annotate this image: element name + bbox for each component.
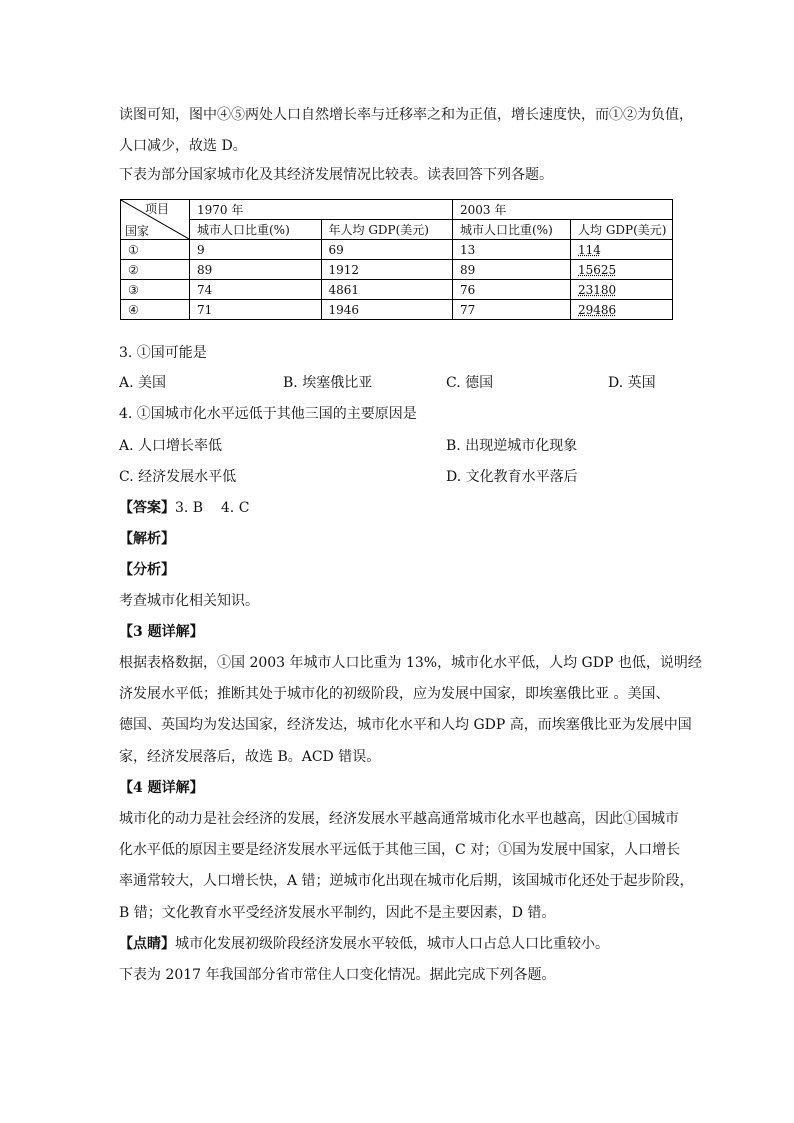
gdp-1970-cell: 1946 xyxy=(321,300,453,320)
gdp-2003-value: 23180 xyxy=(578,282,617,297)
gdp-2003-value: 114 xyxy=(578,242,601,257)
analysis-label: 【解析】 xyxy=(119,531,175,547)
q3-option-a: A. 美国 xyxy=(119,375,167,391)
table-corner-header xyxy=(121,200,190,240)
gdp-2003-value: 15625 xyxy=(578,262,617,277)
answer-label: 【答案】 xyxy=(119,500,175,516)
q4-detail-line-4: B 错；文化教育水平受经济发展水平制约，因此不是主要因素，D 错。 xyxy=(119,905,556,921)
intro-line-3: 下表为部分国家城市化及其经济发展情况比较表。读表回答下列各题。 xyxy=(119,167,553,183)
question-4-stem: 4. ①国城市化水平远低于其他三国的主要原因是 xyxy=(119,406,417,422)
q3-detail-line-2: 济发展水平低；推断其处于城市化的初级阶段，应为发展中国家，即埃塞俄比亚 。美国、 xyxy=(119,686,670,702)
col-urban-1970: 城市人口比重(%) xyxy=(190,220,322,240)
q3-option-b: B. 埃塞俄比亚 xyxy=(283,375,373,391)
intro-line-2: 人口减少，故选 D。 xyxy=(119,138,247,154)
dianjing-text: 城市化发展初级阶段经济发展水平较低，城市人口占总人口比重较小。 xyxy=(175,936,609,952)
table-row xyxy=(121,300,673,320)
dianjing-label: 【点睛】 xyxy=(119,936,175,952)
intro-line-1: 读图可知，图中④⑤两处人口自然增长率与迁移率之和为正值，增长速度快，而①②为负值， xyxy=(119,107,693,123)
gdp-2003-value: 29486 xyxy=(578,302,617,317)
q3-detail-line-4: 家，经济发展落后，故选 B。ACD 错误。 xyxy=(119,749,381,765)
q3-detail-line-1: 根据表格数据，①国 2003 年城市人口比重为 13%，城市化水平低，人均 GDP 也低，说明经 xyxy=(119,655,702,671)
col-urban-2003: 城市人口比重(%) xyxy=(453,220,571,240)
q3-option-d: D. 英国 xyxy=(608,375,656,391)
gdp-2003-cell xyxy=(571,300,673,320)
urban-1970-cell: 9 xyxy=(190,240,322,260)
urban-2003-cell: 89 xyxy=(453,260,571,280)
fenxi-label: 【分析】 xyxy=(119,562,175,578)
urbanization-table xyxy=(120,199,673,320)
next-section-intro: 下表为 2017 年我国部分省市常住人口变化情况。据此完成下列各题。 xyxy=(119,967,556,983)
dianjing-line xyxy=(119,935,609,953)
gdp-2003-cell xyxy=(571,280,673,300)
year-1970-header: 1970 年 xyxy=(190,200,453,220)
q4-detail-line-3: 率通常较大，人口增长快，A 错；逆城市化出现在城市化后期，该国城市化还处于起步阶段， xyxy=(119,873,694,889)
q4-option-d: D. 文化教育水平落后 xyxy=(446,469,578,485)
answer-text: 3. B 4. C xyxy=(175,500,250,516)
q4-detail-label: 【4 题详解】 xyxy=(119,780,204,796)
urban-1970-cell: 89 xyxy=(190,260,322,280)
q4-detail-line-2: 化水平低的原因主要是经济发展水平远低于其他三国，C 对；①国为发展中国家，人口增长 xyxy=(119,842,681,858)
country-cell: ② xyxy=(121,260,190,280)
country-cell: ④ xyxy=(121,300,190,320)
urban-2003-cell: 13 xyxy=(453,240,571,260)
country-cell: ③ xyxy=(121,280,190,300)
q4-option-b: B. 出现逆城市化现象 xyxy=(446,438,578,454)
col-gdp-2003: 人均 GDP(美元) xyxy=(571,220,673,240)
fenxi-text: 考查城市化相关知识。 xyxy=(119,593,259,609)
gdp-1970-cell: 4861 xyxy=(321,280,453,300)
q4-option-c: C. 经济发展水平低 xyxy=(119,469,237,485)
q3-detail-line-3: 德国、英国均为发达国家，经济发达，城市化水平和人均 GDP 高，而埃塞俄比亚为发展中国 xyxy=(119,717,692,733)
q4-option-a: A. 人口增长率低 xyxy=(119,438,223,454)
col-gdp-1970: 年人均 GDP(美元) xyxy=(321,220,453,240)
gdp-1970-cell: 69 xyxy=(321,240,453,260)
country-cell: ① xyxy=(121,240,190,260)
urban-1970-cell: 74 xyxy=(190,280,322,300)
corner-bottom-label: 国家 xyxy=(125,224,150,238)
table-row xyxy=(121,280,673,300)
year-2003-header: 2003 年 xyxy=(453,200,673,220)
gdp-2003-cell xyxy=(571,240,673,260)
answer-line xyxy=(119,499,249,517)
question-3-stem: 3. ①国可能是 xyxy=(119,345,207,361)
q3-option-c: C. 德国 xyxy=(446,375,494,391)
gdp-1970-cell: 1912 xyxy=(321,260,453,280)
gdp-2003-cell xyxy=(571,260,673,280)
corner-top-label: 项目 xyxy=(144,202,169,216)
urban-2003-cell: 76 xyxy=(453,280,571,300)
table-row xyxy=(121,260,673,280)
urban-2003-cell: 77 xyxy=(453,300,571,320)
q4-detail-line-1: 城市化的动力是社会经济的发展，经济发展水平越高通常城市化水平也越高，因此①国城市 xyxy=(119,811,679,827)
urban-1970-cell: 71 xyxy=(190,300,322,320)
table-row xyxy=(121,240,673,260)
q3-detail-label: 【3 题详解】 xyxy=(119,624,204,640)
